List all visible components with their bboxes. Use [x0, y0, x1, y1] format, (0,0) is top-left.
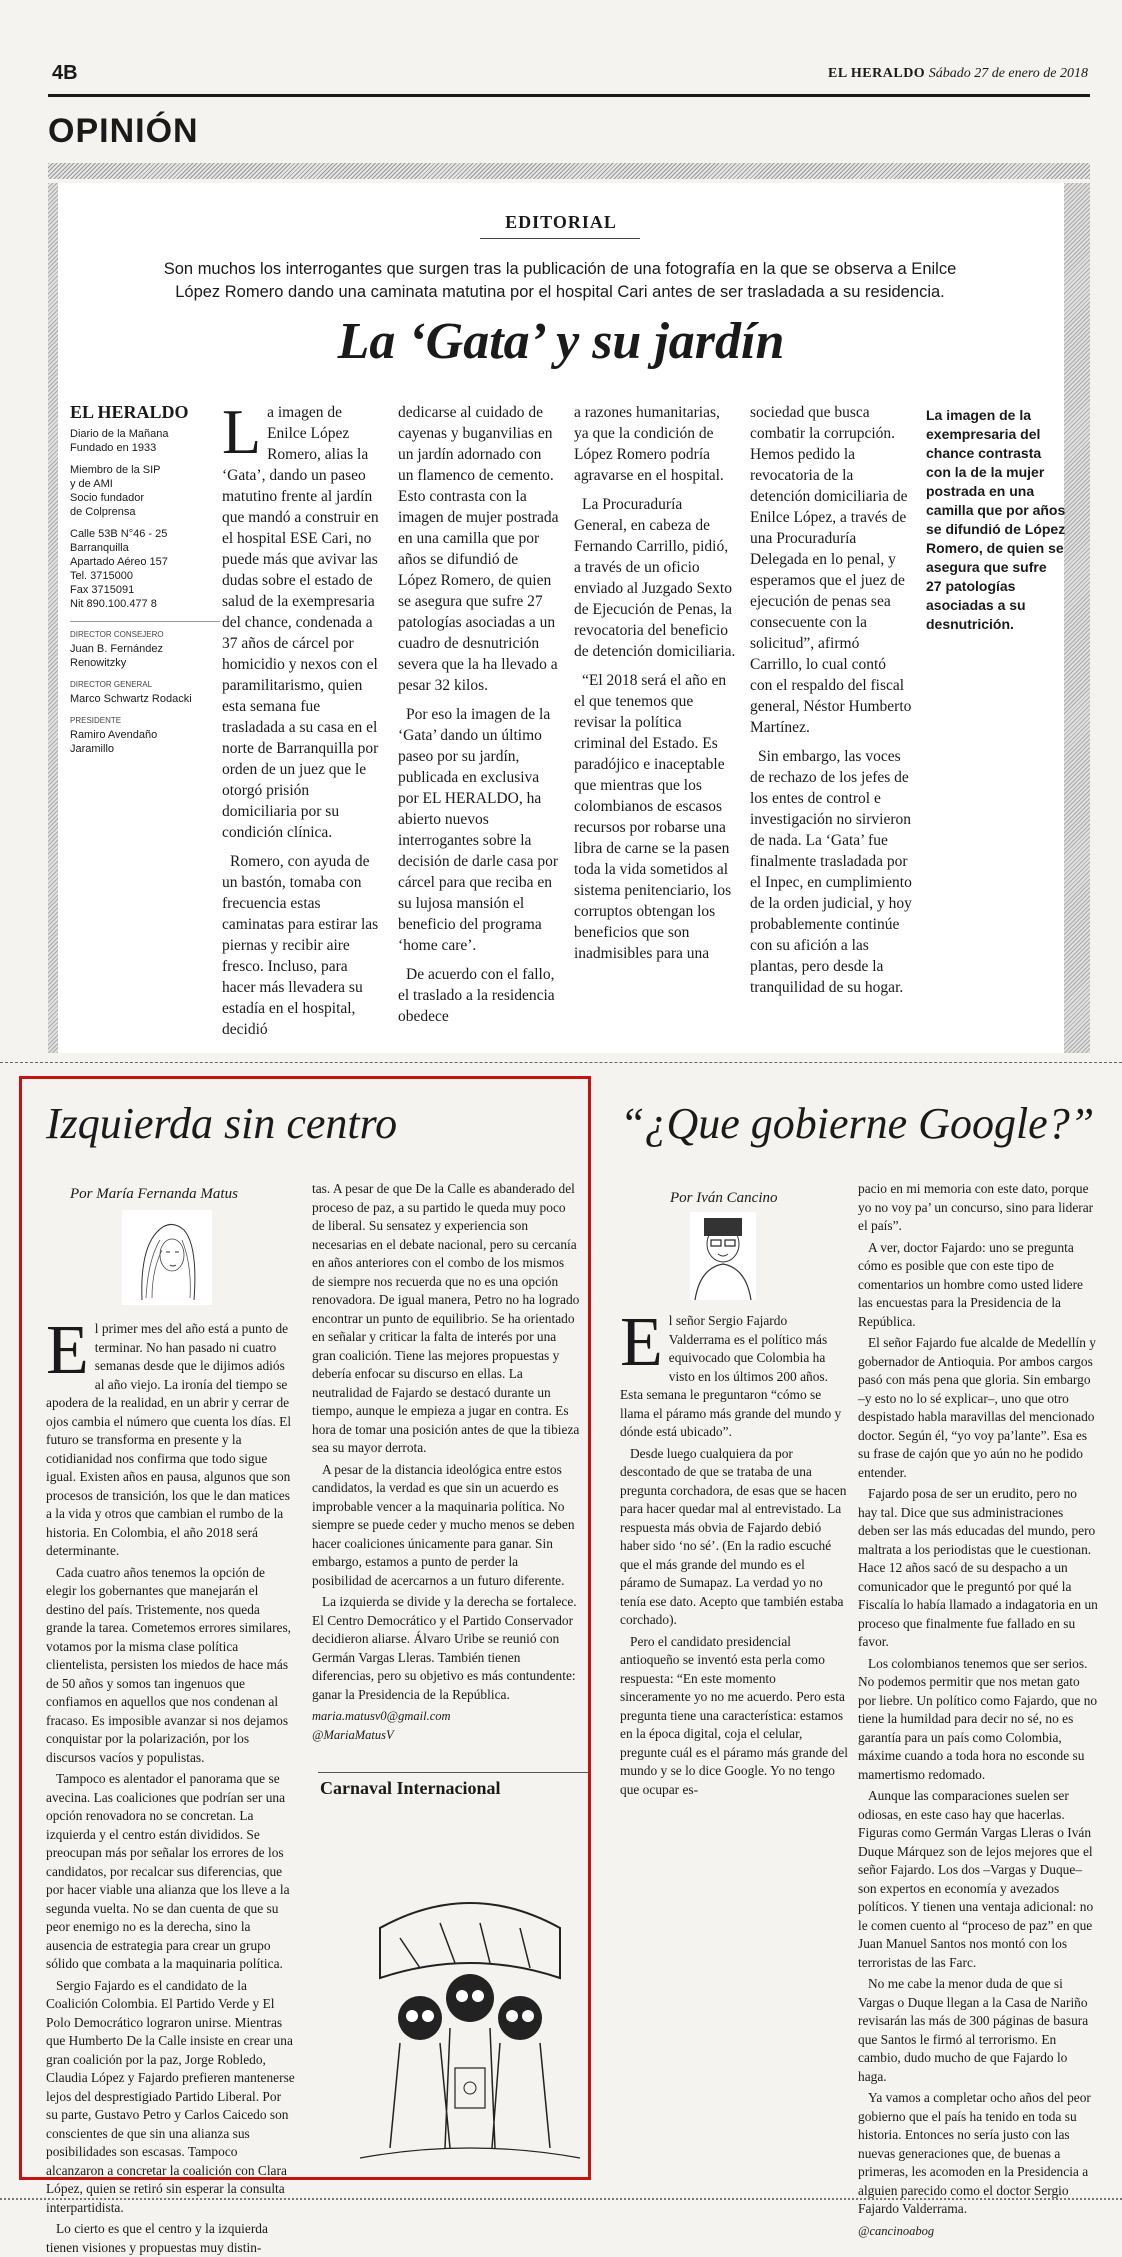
masthead	[70, 402, 220, 764]
editorial-paragraph: a razones humanitarias, ya que la condición de López Romero podría agravarse en el hospital.	[574, 404, 724, 484]
article-paragraph: A ver, doctor Fajardo: uno se pregunta cómo es posible que con este tipo de comentarios un hombre como usted lidere las encuestas para la Presidencia de la República.	[858, 1239, 1083, 1329]
article-paragraph: El primer mes del año está a punto de terminar. No han pasado ni cuatro semanas desde que le dijimos adiós al año viejo. La ironía del tiempo se apodera de la realidad, en un abrir y cerrar de ojos cambia el número que cuenta los días. El futuro se transforma en presente y la cotidianidad nos confirma que todo sigue igual. Existen años en pausa, algunos que son procesos de transición, los que le dan matices a la vida y otros que cambian el rumbo de la historia. En Colombia, el año 2018 será determinante.	[46, 1312, 292, 1558]
author-portrait	[122, 1210, 212, 1305]
editorial-paragraph: “El 2018 será el año en el que tenemos que revisar la política criminal del Estado. Es paradójico e inaceptable que mientras que los colombianos de escasos recursos por robarse una libra de carne se la pasen toda la vida sometidos al sistema penitenciario, los corruptos obtengan los beneficios que son inadmisibles para una	[574, 672, 732, 962]
masthead-brand: EL HERALDO	[70, 402, 189, 422]
left-column-headline: Izquierda sin centro	[46, 1099, 398, 1148]
article-paragraph: A pesar de la distancia ideológica entre estos candidatos, la verdad es que sin un acuerdo es improbable vencer a la maquinaria política. No siempre se puede ceder y mucho menos se deben hacer coaliciones únicamente para ganar. Sin embargo, estamos a punto de perder la posibilidad de acercarnos a un futuro diferente.	[312, 1461, 575, 1588]
page-bottom-rule	[0, 2198, 1122, 2200]
article-paragraph: Pero el candidato presidencial antioqueño se inventó esta perla como respuesta: “En este momento sinceramente yo no me acuerdo. Pero esta pregunta tiene una característica: estamos en la época digital, coja el celular, pregunte cuál es el páramo más grande del mundo y se lo dice Google. Yo no tengo que ocupar es-	[620, 1633, 848, 1797]
masthead-role: PRESIDENTE	[70, 716, 122, 725]
editorial-label-rule	[480, 238, 640, 239]
editorial-lead: Son muchos los interrogantes que surgen tras la publicación de una fotografía en la que se observa a Enilce López Romero dando una caminata matutina por el hospital Cari antes de ser trasladada a su residencia.	[163, 260, 957, 301]
drop-cap: E	[620, 1304, 663, 1381]
left-article-column-2	[312, 1180, 580, 1740]
cartoon-title: Carnaval Internacional	[320, 1778, 501, 1798]
masthead-person: Marco Schwartz Rodacki	[70, 693, 192, 705]
paper-name: EL HERALDO	[828, 66, 926, 81]
article-paragraph: Lo cierto es que el centro y la izquierda tienen visiones y propuestas muy distin-	[46, 2221, 268, 2255]
article-paragraph: Aunque las comparaciones suelen ser odiosas, en este caso hay que hacerlas. Figuras como Germán Vargas Lleras o Iván Duque Márquez son de lejos mejores que el señor Fajardo. Los dos –Vargas y Duque– son expertos en economía y avezados políticos. Y tienen una ventaja adicional: no le comen cuento al “proceso de paz” en que Juan Manuel Santos nos montó con los terroristas de las Farc.	[858, 1788, 1094, 1970]
page-number: 4B	[52, 62, 78, 84]
right-byline: Por Iván Cancino	[670, 1190, 778, 1206]
editorial-paragraph: dedicarse al cuidado de cayenas y buganvilias en un jardín adornado con un flamenco de cemento. Esto contrasta con la imagen de mujer postrada en una camilla que por años se difundió de López Romero, de quien se asegura que sufre 27 patologías asociadas a un cuadro de desnutrición severa que la ha llevado a pesar 32 kilos.	[398, 404, 559, 694]
editorial-column-2	[398, 402, 560, 1025]
paper-date-line	[828, 66, 1088, 82]
masthead-person: Ramiro Avendaño Jaramillo	[70, 729, 158, 755]
left-byline: Por María Fernanda Matus	[70, 1186, 238, 1202]
article-paragraph: Fajardo posa de ser un erudito, pero no hay tal. Dice que sus administraciones deben ser las más educadas del mundo, pero maltrata a los periodistas que le cuestionan. Hace 12 años sacó de su despacho a un comunicador que le preguntó por qué la Fiscalía lo había llamado a indagatoria en un proceso que finalmente fue fallado en su favor.	[858, 1486, 1098, 1649]
author-email: maria.matusv0@gmail.com	[312, 1709, 451, 1723]
editorial-label: EDITORIAL	[505, 212, 617, 232]
editorial-paragraph: Sin embargo, las voces de rechazo de los jefes de los entes de control e investigación no sirvieron de nada. La ‘Gata’ fue finalmente trasladada por el Inpec, en cumplimiento de la orden judicial, y hoy probablemente continúe con su afición a las plantas, pero desde la tranquilidad de su hogar.	[750, 748, 912, 996]
article-paragraph: Cada cuatro años tenemos la opción de elegir los gobernantes que manejarán el destino del país. Tristemente, nos queda grande la tarea. Cometemos errores similares, votamos por la misma clase política clientelista, persisten los miedos de hace más de 50 años y somos tan ingenuos que confiamos en aquellos que nos condenan al fracaso. Es imposible avanzar si nos dejamos conquistar por la polarización, por los discursos vacíos y populistas.	[46, 1564, 292, 1765]
section-title: OPINIÓN	[48, 112, 199, 150]
masthead-founded: Diario de la Mañana Fundado en 1933	[70, 428, 169, 454]
header-rule	[48, 94, 1090, 97]
editorial-paragraph: Por eso la imagen de la ‘Gata’ dando un último paseo por su jardín, publicada en exclusiva por EL HERALDO, ha abierto nuevos interrogantes sobre la decisión de darle casa por cárcel para que reciba en su lujosa mansión el beneficio del programa ‘home care’.	[398, 706, 559, 954]
editorial-column-1	[222, 396, 384, 1038]
article-paragraph: El señor Fajardo fue alcalde de Medellín y gobernador de Antioquia. Por ambos cargos pasó con más pena que gloria. Sin embargo –y esto no lo sé explicar–, uno que otro despistado habla maravillas del mencionado doctor. Según él, “yo voy pa’lante”. Esa es su frase de cajón que yo aún no he podido entender.	[858, 1335, 1096, 1480]
left-article-column-1	[46, 1312, 296, 2255]
editorial-column-3	[574, 402, 736, 1007]
author-portrait	[690, 1212, 756, 1300]
editorial-paragraph: La imagen de Enilce López Romero, alias la ‘Gata’, dando un paseo matutino frente al jardín que mandó a construir en el hospital ESE Cari, no puede más que avivar las dudas sobre el estado de salud de la exempresaria del chance, condenada a 37 años de cárcel por homicidio y nexos con el paramilitarismo, quien esta semana fue trasladada a su casa en el norte de Barranquilla por orden de un juez que le otorgó prisión domiciliaria por su condición clínica.	[222, 396, 379, 841]
article-paragraph: El señor Sergio Fajardo Valderrama es el político más equivocado que Colombia ha visto en los últimos 200 años. Esta semana le preguntaron “cómo se llama el páramo más grande del mundo y dónde está ubicado”.	[620, 1304, 842, 1439]
drop-cap: L	[222, 396, 262, 467]
editorial-pull-quote: La imagen de la exempresaria del chance contrasta con la de la mujer postrada en una camilla que por años se difundió de López Romero, de quien se asegura que sufre 27 patologías asociadas a su desnutrición.	[926, 407, 1066, 632]
masthead-role: DIRECTOR CONSEJERO	[70, 621, 220, 642]
article-paragraph: Desde luego cualquiera da por descontado de que se trataba de una pregunta corchadora, de esas que se hacen para hacer quedar mal al entrevistado. La respuesta más obvia de Fajardo debió haber sido ‘no sé’. (En la radio escuché que el más grande del mundo es el páramo de Sumapaz. La verdad yo no tenía ese dato. Acepto que también estaba corchado).	[620, 1445, 847, 1627]
issue-date: Sábado 27 de enero de 2018	[928, 66, 1088, 81]
editorial-body	[222, 396, 912, 1038]
right-article-column-2	[858, 1180, 1098, 2238]
article-paragraph: No me cabe la menor duda de que si Vargas o Duque llegan a la Casa de Nariño revisarán las más de 300 páginas de basura que Santos le firmó al terrorismo. En cambio, dudo mucho de que Fajardo lo haga.	[858, 1976, 1089, 2084]
article-paragraph: Ya vamos a completar ocho años del peor gobierno que el país ha tenido en toda su historia. Entonces no sería justo con las nuevas generaciones que, de buenas a primeras, les acomoden en la Presidencia a alguien parecido como el doctor Sergio Fajardo Valderrama.	[858, 2090, 1091, 2216]
author-twitter: @cancinoabog	[858, 2223, 935, 2238]
editorial-paragraph: La Procuraduría General, en cabeza de Fernando Carrillo, pidió, a través de un oficio enviado al Juzgado Sexto de Ejecución de Penas, la revocatoria del beneficio de detención domiciliaria.	[574, 496, 736, 660]
right-article-column-1	[620, 1304, 848, 1797]
masthead-membership: Miembro de la SIP y de AMI Socio fundador de Colprensa	[70, 464, 161, 518]
article-paragraph: Tampoco es alentador el panorama que se avecina. Las coaliciones que podrían ser una opción renovadora no se concretan. La izquierda y el centro están divididos. Se preocupan más por señalar los errores de los candidatos, por recalcar sus diferencias, que por hacer viable una alianza que los lleve a la segunda vuelta. No se dan cuenta de que su peor enemigo no es la derecha, sino la ausencia de estrategia para crear un grupo sólido que combata a la maquinaria política.	[46, 1771, 290, 1971]
cartoon-illustration	[360, 1868, 580, 2168]
editorial-paragraph: De acuerdo con el fallo, el traslado a la residencia obedece	[398, 966, 555, 1025]
drop-cap: E	[46, 1312, 89, 1389]
masthead-role: DIRECTOR GENERAL	[70, 680, 153, 689]
article-paragraph: La izquierda se divide y la derecha se fortalece. El Centro Democrático y el Partido Conservador decidieron aliarse. Álvaro Uribe se reunió con Germán Vargas Lleras. También tienen diferencias, pero su objetivo es más contundente: ganar la Presidencia de la República.	[312, 1594, 577, 1702]
article-paragraph: Sergio Fajardo es el candidato de la Coalición Colombia. El Partido Verde y El Polo Democrático lograron unirse. Mientras que Humberto De la Calle insiste en crear una gran coalición por la paz, Jorge Robledo, Claudia López y Fajardo prefieren mantenerse lejos del desprestigiado Partido Liberal. Por su parte, Gustavo Petro y Carlos Caicedo son conscientes de que sin una alianza sus posibilidades son escasas. Tampoco alcanzaron a concretar la coalición con Clara López, quien se retiró sin esperar la consulta interpartidista.	[46, 1977, 295, 2215]
cartoon-rule	[318, 1772, 588, 1773]
article-paragraph: tas. A pesar de que De la Calle es abanderado del proceso de paz, a su partido le queda muy poco de liberal. Su sensatez y experiencia son necesarias en el debate nacional, pero su cercanía en años anteriores con el combo de los mismos de siempre nos recuerda que no es una opción renovadora. De igual manera, Petro no ha logrado encontrar un punto de equilibrio. Se ha orientado en señalar y criticar la falta de interés por una gran coalición. Tiene las mejores propuestas y debería enfocar su discurso en ellas. La neutralidad de Fajardo se destacó durante un tiempo, aunque le empieza a jugar en contra. Es hora de tomar una posición antes de que la tibieza sea su mayor derrota.	[312, 1181, 580, 1455]
author-twitter: @MariaMatusV	[312, 1727, 394, 1742]
article-paragraph: Los colombianos tenemos que ser serios. No podemos permitir que nos metan gato por liebre. Un político como Fajardo, que no tiene la humildad para decir no sé, no es garantía para un país como Colombia, máxime cuando a toda hora no esconde su mamertismo redomado.	[858, 1655, 1098, 1782]
hatch-band	[48, 163, 1090, 179]
editorial-paragraph: Romero, con ayuda de un bastón, tomaba con frecuencia estas caminatas para estirar las piernas y recibir aire fresco. Incluso, para hacer más llevadera su estadía en el hospital, decidió	[222, 853, 379, 1038]
masthead-address: Calle 53B N°46 - 25 Barranquilla Apartado Aéreo 157 Tel. 3715000 Fax 3715091 Nit 890.100.477 8	[70, 528, 168, 610]
section-divider	[0, 1062, 1122, 1063]
editorial-headline: La ‘Gata’ y su jardín	[337, 313, 785, 370]
article-paragraph: pacio en mi memoria con este dato, porque yo no voy pa’ un concurso, sino para liderar el país”.	[858, 1181, 1094, 1233]
editorial-column-4	[750, 402, 912, 1007]
right-column-headline: “¿Que gobierne Google?”	[620, 1099, 1095, 1148]
masthead-person: Juan B. Fernández Renowitzky	[70, 643, 163, 669]
editorial-paragraph: sociedad que busca combatir la corrupción. Hemos pedido la revocatoria de la detención domiciliaria de Enilce López, a través de una Procuraduría Delegada en lo penal, y esperamos que el juez de ejecución de penas sea consecuente con la solicitud”, afirmó Carrillo, lo cual contó con el respaldo del fiscal general, Néstor Humberto Martínez.	[750, 404, 912, 736]
